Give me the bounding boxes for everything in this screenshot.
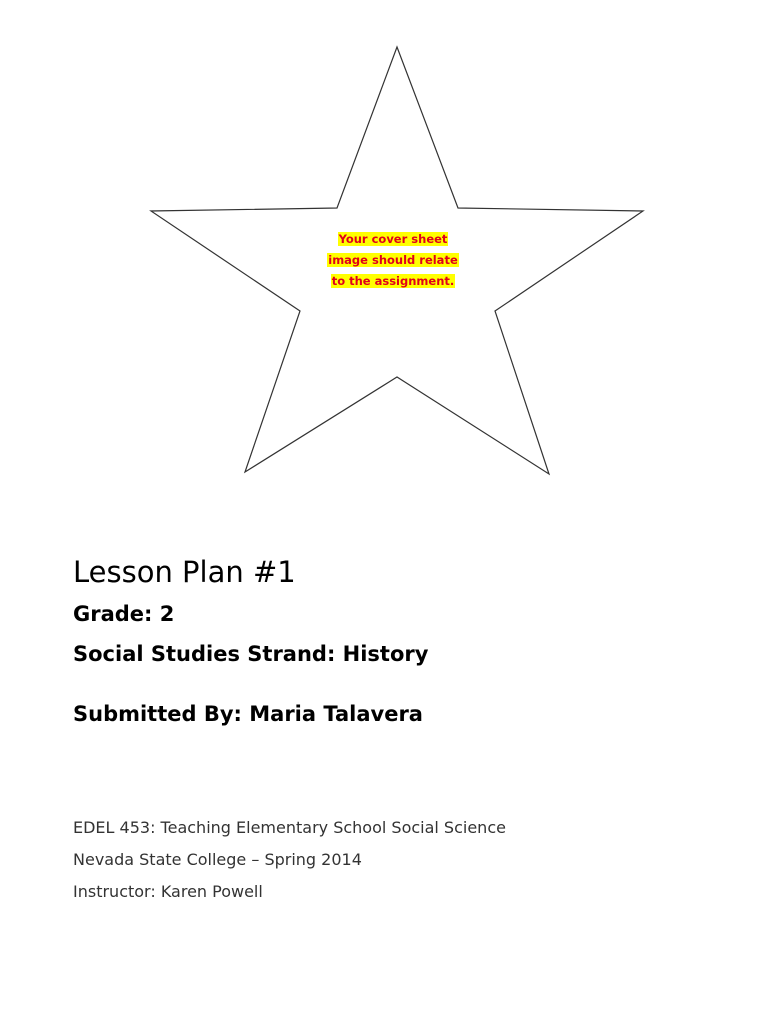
cover-image bbox=[0, 0, 768, 500]
cover-note-line: Your cover sheet bbox=[338, 232, 448, 246]
lesson-title: Lesson Plan #1 bbox=[73, 555, 296, 589]
instructor: Instructor: Karen Powell bbox=[73, 882, 263, 901]
cover-instruction-note bbox=[318, 229, 468, 292]
cover-note-line: to the assignment. bbox=[331, 274, 455, 288]
strand-heading: Social Studies Strand: History bbox=[73, 642, 429, 666]
grade-heading: Grade: 2 bbox=[73, 602, 175, 626]
course-info bbox=[73, 812, 713, 908]
title-block bbox=[73, 548, 713, 734]
college-term: Nevada State College – Spring 2014 bbox=[73, 850, 362, 869]
course-name: EDEL 453: Teaching Elementary School Social Science bbox=[73, 818, 506, 837]
submitted-by: Submitted By: Maria Talavera bbox=[73, 702, 423, 726]
cover-note-line: image should relate bbox=[328, 253, 458, 267]
